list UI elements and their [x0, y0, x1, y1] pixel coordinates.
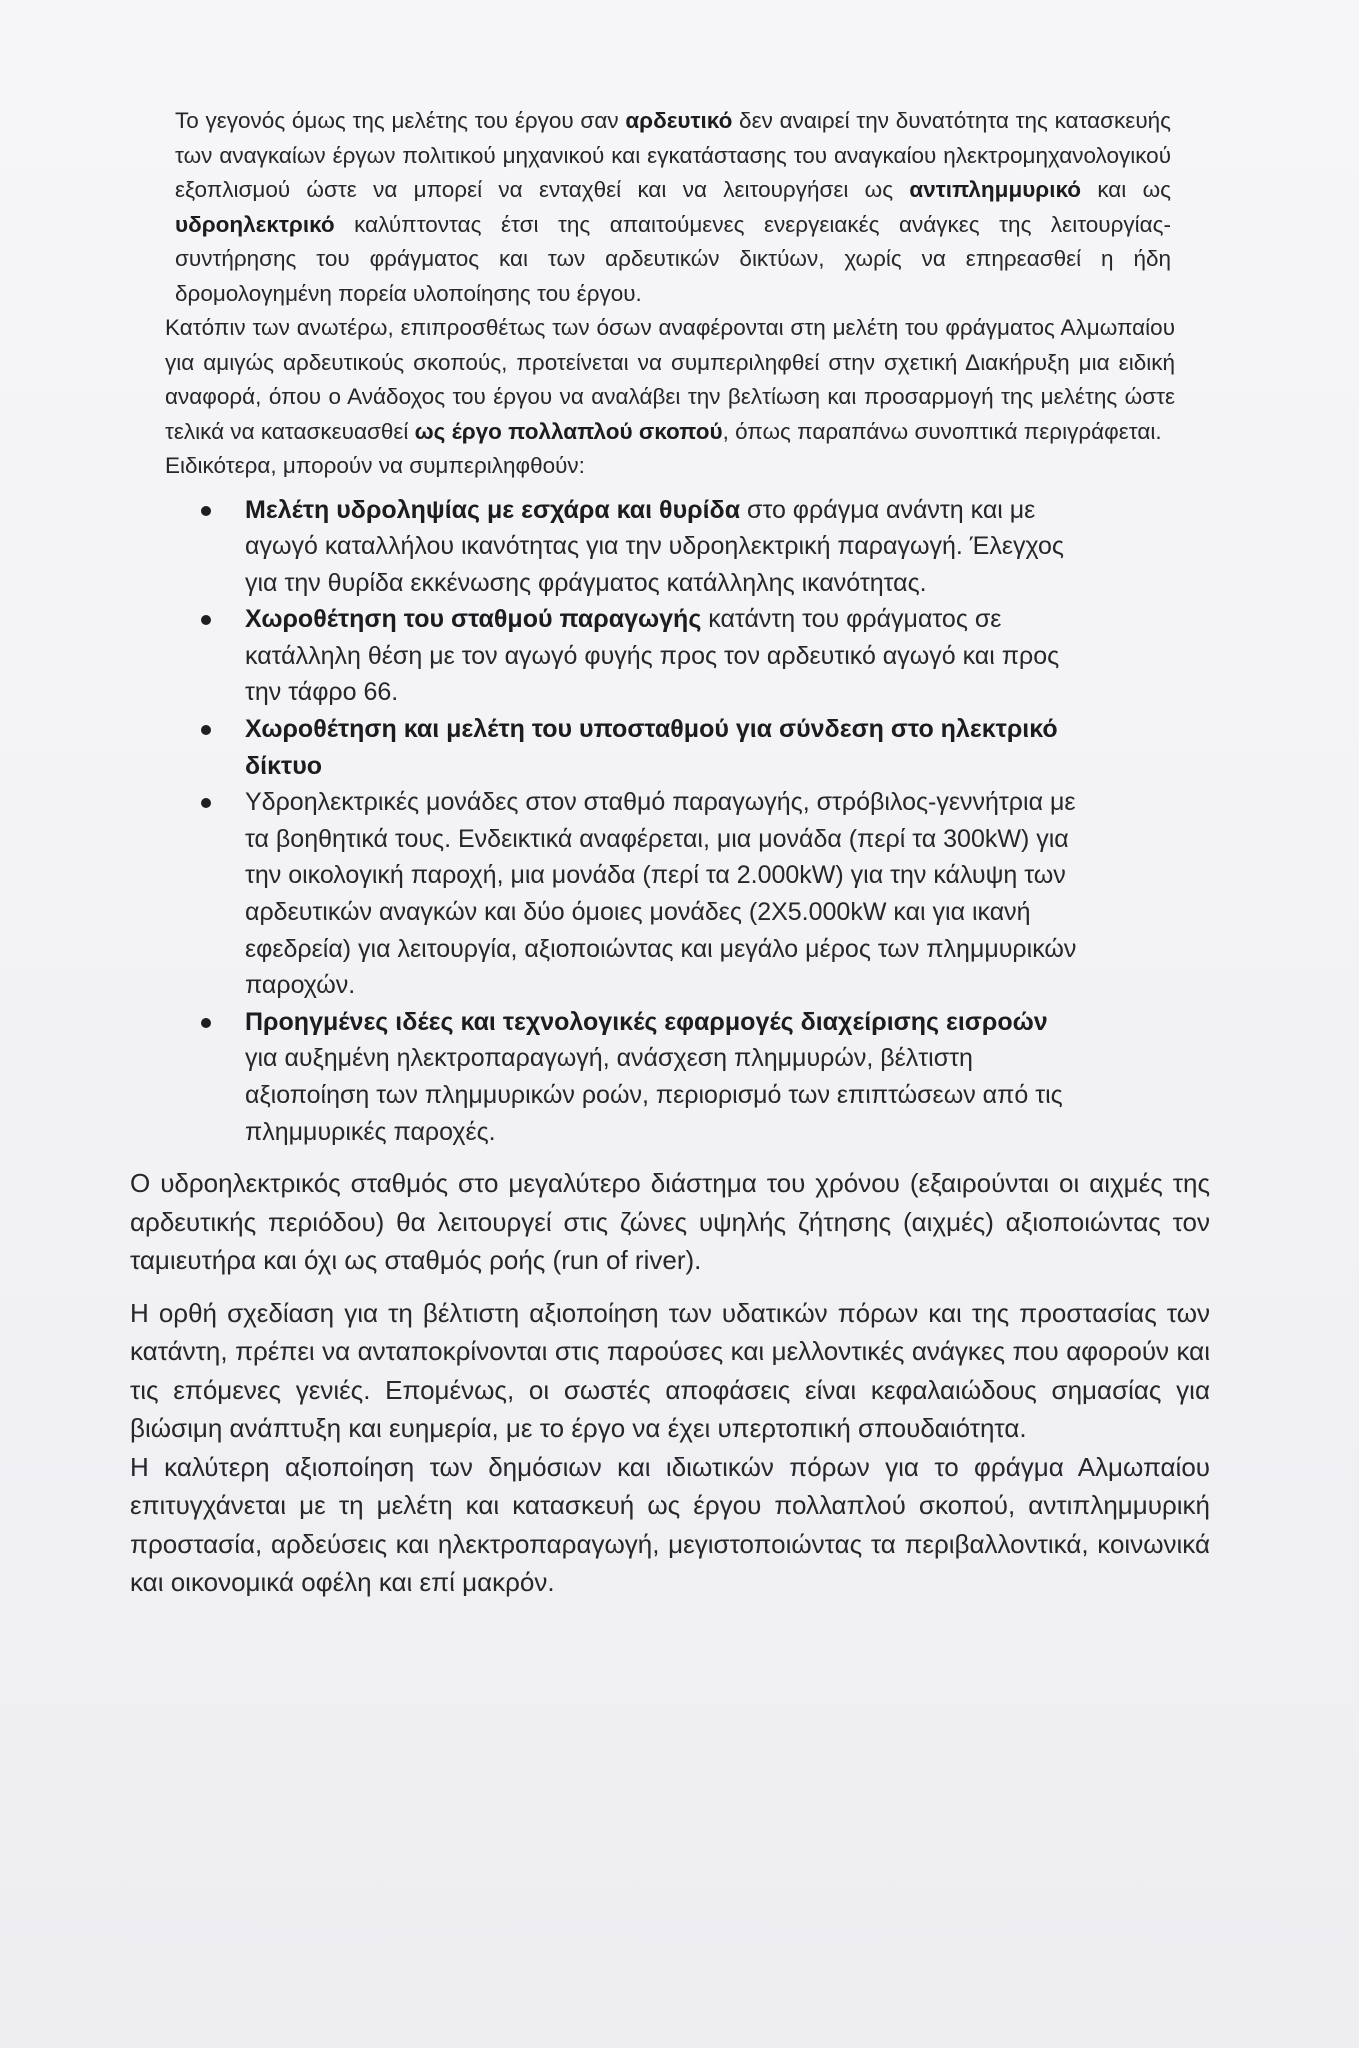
text-run: δεν αναιρεί την δυνατότητα της κατασκευής των αναγκαίων έργων πολιτικού μηχανικού και εγκατάστασης του αναγκαίου ηλεκτρομηχανολογικού εξοπλισμού ώστε να μπορεί να ενταχθεί και να λειτουργήσει ως	[175, 108, 1171, 202]
list-item	[165, 711, 1175, 784]
paragraph-proposal	[165, 311, 1175, 449]
paragraph-conclusion: Η καλύτερη αξιοποίηση των δημόσιων και ιδιωτικών πόρων για το φράγμα Αλμωπαίου επιτυγχάνεται με τη μελέτη και κατασκευή ως έργου πολλαπλού σκοπού, αντιπλημμυρική προστασία, αρδεύσεις και ηλεκτροπαραγωγή, μεγιστοποιώντας τα περιβαλλοντικά, κοινωνικά και οικονομικά οφέλη και επί μακρόν.	[130, 1451, 1210, 1598]
list-item	[165, 492, 1175, 602]
paragraph-list-intro: Ειδικότερα, μπορούν να συμπεριληφθούν:	[165, 453, 585, 478]
bullet-icon	[201, 725, 211, 735]
paragraph-hydro-station: Ο υδροηλεκτρικός σταθμός στο μεγαλύτερο διάστημα του χρόνου (εξαιρούνται οι αιχμές της αρδευτικής περιόδου) θα λειτουργεί στις ζώνες υψηλής ζήτησης (αιχμές) αξιοποιώντας τον ταμιευτήρα και όχι ως σταθμός ροής (run of river).	[130, 1168, 1210, 1276]
list-item	[165, 784, 1175, 1004]
bullet-icon	[201, 1018, 211, 1028]
bullet-icon	[201, 615, 211, 625]
text-run: Το γεγονός όμως της μελέτης του έργου σαν	[175, 108, 626, 133]
bold-run: ως έργο πολλαπλού σκοπού	[414, 418, 723, 444]
bold-run: υδροηλεκτρικό	[175, 211, 335, 237]
bullet-icon	[201, 798, 211, 808]
bold-run: Χωροθέτηση του σταθμού παραγωγής	[245, 605, 702, 634]
bold-run: αντιπλημμυρικό	[909, 177, 1082, 202]
bold-run: αρδευτικό	[625, 108, 733, 133]
text-run: για αυξημένη ηλεκτροπαραγωγή, ανάσχεση πλημμυρών, βέλτιστη αξιοποίηση των πλημμυρικών ροών, περιορισμό των επιπτώσεων από τις πλημμυρικές παροχές.	[245, 1044, 1063, 1146]
bullet-list	[165, 492, 1175, 1151]
bullet-icon	[201, 506, 211, 516]
text-run: στο φράγμα ανάντη και με αγωγό καταλλήλου ικανότητας για την υδροηλεκτρική παραγωγή. Έλεγχος για την θυρίδα εκκένωσης φράγματος κατάλληλης ικανότητας.	[245, 495, 1064, 597]
text-run: Κατόπιν των ανωτέρω, επιπροσθέτως των όσων αναφέρονται στη μελέτη του φράγματος Αλμωπαίου για αμιγώς αρδευτικούς σκοπούς, προτείνεται να συμπεριληφθεί στην σχετική Διακήρυξη μια ειδική αναφορά, όπου ο Ανάδοχος του έργου να αναλάβει την βελτίωση και προσαρμογή της μελέτης ώστε τελικά να κατασκευασθεί	[165, 315, 1175, 444]
bold-run: Μελέτη υδροληψίας με εσχάρα και θυρίδα	[245, 495, 741, 524]
paragraph-design: Η ορθή σχεδίαση για τη βέλτιστη αξιοποίηση των υδατικών πόρων και της προστασίας των κατάντη, πρέπει να ανταποκρίνονται στις παρούσες και μελλοντικές ανάγκες που αφορούν και τις επόμενες γενιές. Επομένως, οι σωστές αποφάσεις είναι κεφαλαιώδους σημασίας για βιώσιμη ανάπτυξη και ευημερία, με το έργο να έχει υπερτοπική σπουδαιότητα.	[130, 1297, 1210, 1444]
list-item	[165, 601, 1175, 711]
bold-run: Χωροθέτηση και μελέτη του υποσταθμού για σύνδεση στο ηλεκτρικό δίκτυο	[245, 715, 1058, 780]
text-run: καλύπτοντας έτσι της απαιτούμενες ενεργειακές ανάγκες της λειτουργίας-συντήρησης του φράγματος και των αρδευτικών δικτύων, χωρίς να επηρεασθεί η ήδη δρομολογημένη πορεία υλοποίησης του έργου.	[175, 211, 1171, 306]
text-run: και ως	[1081, 177, 1171, 202]
bold-run: Προηγμένες ιδέες και τεχνολογικές εφαρμογές διαχείρισης εισροών	[245, 1007, 1048, 1036]
document-body	[130, 104, 1210, 1602]
list-item	[165, 1004, 1175, 1150]
paragraph-intro	[165, 104, 1175, 311]
conclusion-section	[130, 1164, 1210, 1602]
text-run: κατάντη του φράγματος σε κατάλληλη θέση με τον αγωγό φυγής προς τον αρδευτικό αγωγό και προς την τάφρο 66.	[245, 605, 1060, 707]
text-run: , όπως παραπάνω συνοπτικά περιγράφεται.	[722, 418, 1162, 444]
text-run: Υδροηλεκτρικές μονάδες στον σταθμό παραγωγής, στρόβιλος-γεννήτρια με τα βοηθητικά τους. Ενδεικτικά αναφέρεται, μια μονάδα (περί τα 300kW) για την οικολογική παροχή, μια μονάδα (περί τα 2.000kW) για την κάλυψη των αρδευτικών αναγκών και δύο όμοιες μονάδες (2X5.000kW και για ικανή εφεδρεία) για λειτουργία, αξιοποιώντας και μεγάλο μέρος των πλημμυρικών παροχών.	[245, 788, 1077, 1000]
